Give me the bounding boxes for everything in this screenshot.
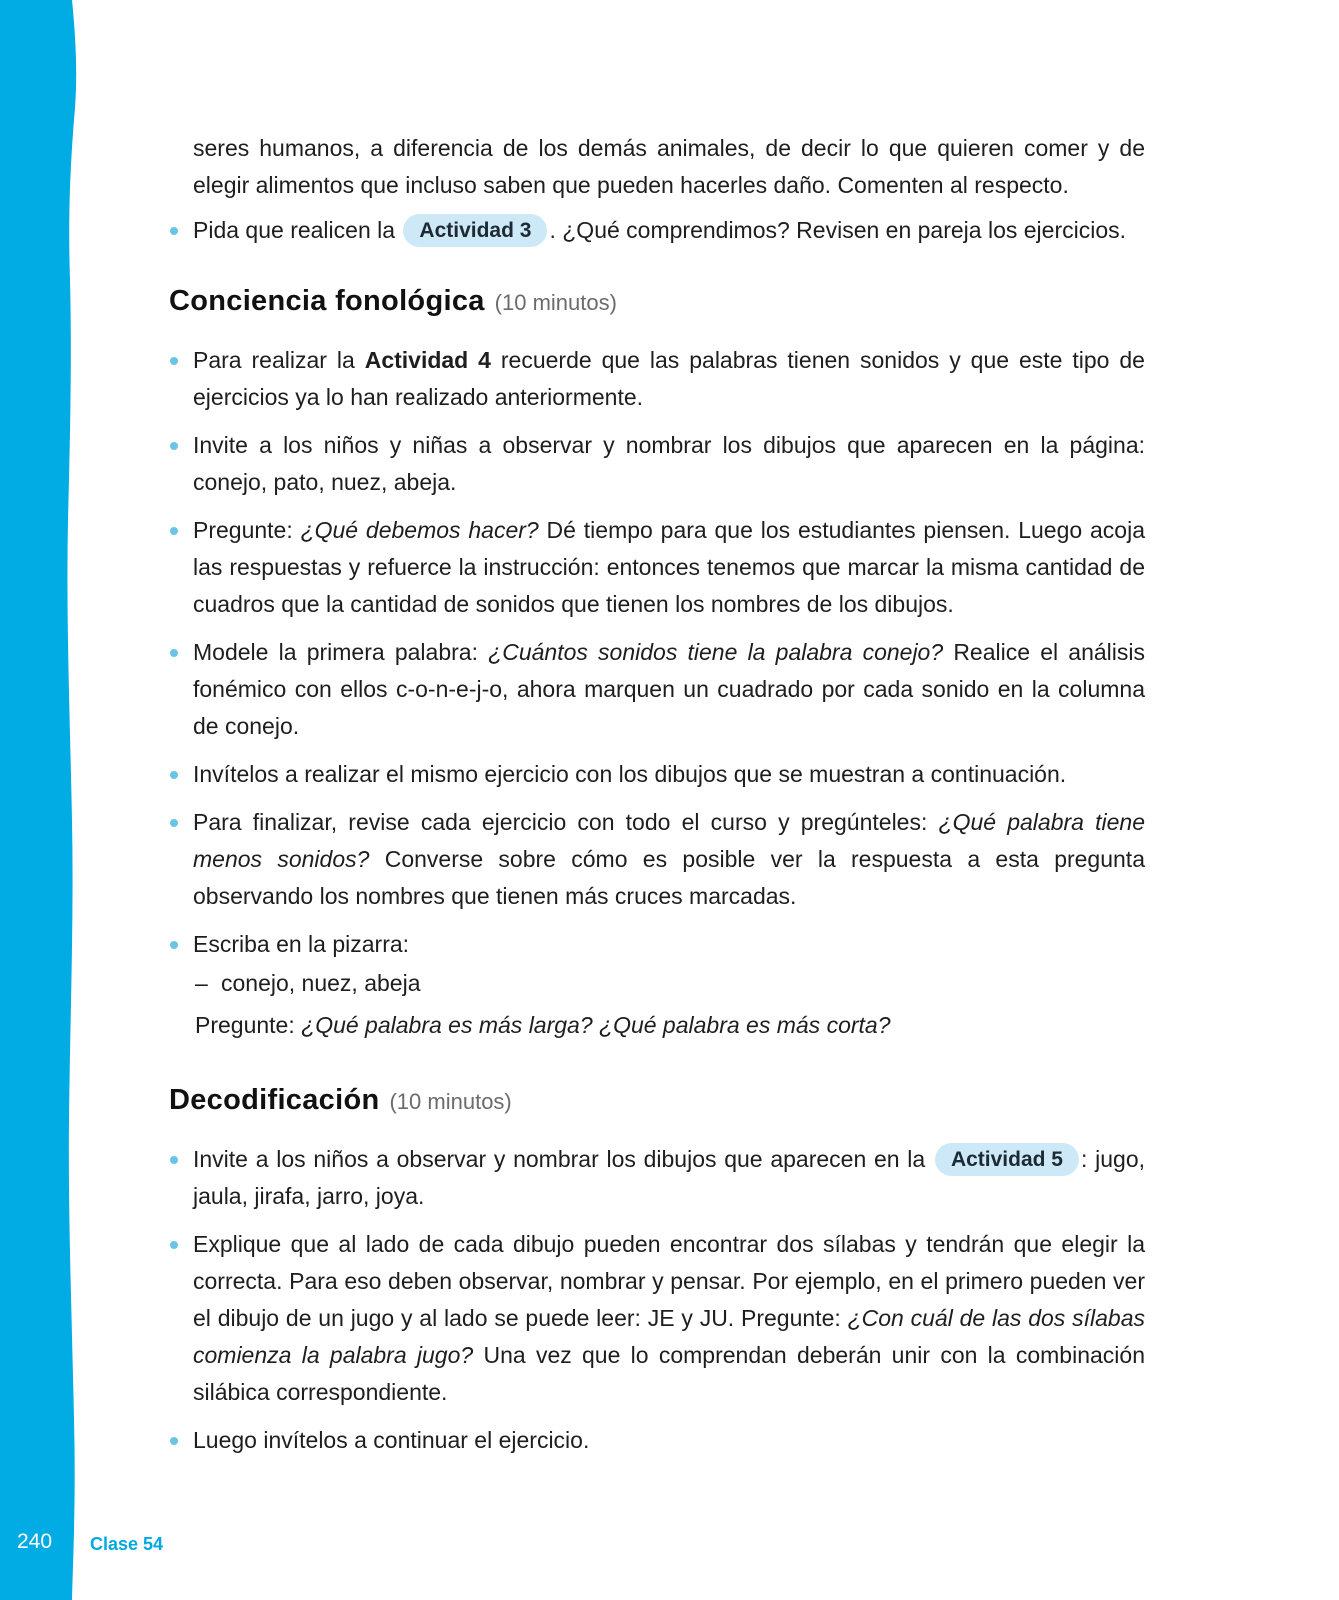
class-label: Clase 54 [90, 1534, 164, 1554]
bullet-actividad-3: Pida que realicen la Actividad 3 . ¿Qué comprendimos? Revisen en pareja los ejercicios. [170, 212, 1145, 249]
bullet-dot-icon [170, 771, 178, 779]
section-title: Conciencia fonológica [169, 285, 485, 317]
bullet-item: Explique que al lado de cada dibujo pueden encontrar dos sílabas y tendrán que elegir la correcta. Para eso deben observar, nombrar y pensar. Por ejemplo, en el primero pueden ver el dibujo de un jugo y al lado se puede leer: JE y JU. Pregunte: ¿Con cuál de las dos sílabas comienza la palabra jugo? Una vez que lo comprendan deberán unir con la combinación silábica correspondiente. [170, 1226, 1145, 1411]
bullet-dot-icon [170, 442, 178, 450]
dash-list-item: – conejo, nuez, abeja [170, 965, 1145, 1002]
bullet-dot-icon [170, 941, 178, 949]
question-line: Pregunte: ¿Qué palabra es más larga? ¿Qué palabra es más corta? [195, 1012, 891, 1038]
bullet-item: Luego invítelos a continuar el ejercicio. [170, 1422, 1145, 1459]
bullet-item: Para finalizar, revise cada ejercicio con todo el curso y pregúnteles: ¿Qué palabra tiene menos sonidos? Converse sobre cómo es posible ver la respuesta a esta pregunta observando los nombres que tienen más cruces marcadas. [170, 804, 1145, 915]
actividad-3-badge: Actividad 3 [403, 214, 547, 247]
side-color-band [0, 0, 80, 1600]
section-title: Decodificación [169, 1084, 380, 1116]
section-duration: (10 minutos) [494, 290, 617, 315]
bullet-item: Para realizar la Actividad 4 recuerde que las palabras tienen sonidos y que este tipo de ejercicios ya lo han realizado anteriormente. [170, 342, 1145, 416]
bullet-dot-icon [170, 1241, 178, 1249]
bullet-dot-icon [170, 227, 178, 235]
bullet-item: Escriba en la pizarra: [170, 926, 1145, 963]
section-duration: (10 minutos) [389, 1089, 512, 1114]
dash-marker: – [195, 970, 208, 996]
page-content [170, 130, 1145, 1470]
intro-paragraph: seres humanos, a diferencia de los demás animales, de decir lo que quieren comer y de elegir alimentos que incluso saben que pueden hacerles daño. Comenten al respecto. [193, 135, 1145, 198]
bullet-dot-icon [170, 1156, 178, 1164]
bullet-item: Modele la primera palabra: ¿Cuántos sonidos tiene la palabra conejo? Realice el análisis fonémico con ellos c-o-n-e-j-o, ahora marquen un cuadrado por cada sonido en la columna de conejo. [170, 634, 1145, 745]
actividad-5-badge: Actividad 5 [935, 1143, 1079, 1176]
bullet-dot-icon [170, 819, 178, 827]
bullet-dot-icon [170, 357, 178, 365]
bullet-item: Invítelos a realizar el mismo ejercicio con los dibujos que se muestran a continuación. [170, 756, 1145, 793]
bullet-dot-icon [170, 527, 178, 535]
bullet-item: Pregunte: ¿Qué debemos hacer? Dé tiempo para que los estudiantes piensen. Luego acoja las respuestas y refuerce la instrucción: entonces tenemos que marcar la misma cantidad de cuadros que la cantidad de sonidos que tienen los nombres de los dibujos. [170, 512, 1145, 623]
bullet-dot-icon [170, 649, 178, 657]
bullet-dot-icon [170, 1437, 178, 1445]
bullet-item: Invite a los niños y niñas a observar y nombrar los dibujos que aparecen en la página: conejo, pato, nuez, abeja. [170, 427, 1145, 501]
bullet-actividad-5: Invite a los niños a observar y nombrar los dibujos que aparecen en la Actividad 5 : jugo, jaula, jirafa, jarro, joya. [170, 1141, 1145, 1215]
page-number: 240 [17, 1530, 53, 1553]
section-heading-decodificacion [169, 1084, 1145, 1117]
section-heading-conciencia [169, 285, 1145, 318]
